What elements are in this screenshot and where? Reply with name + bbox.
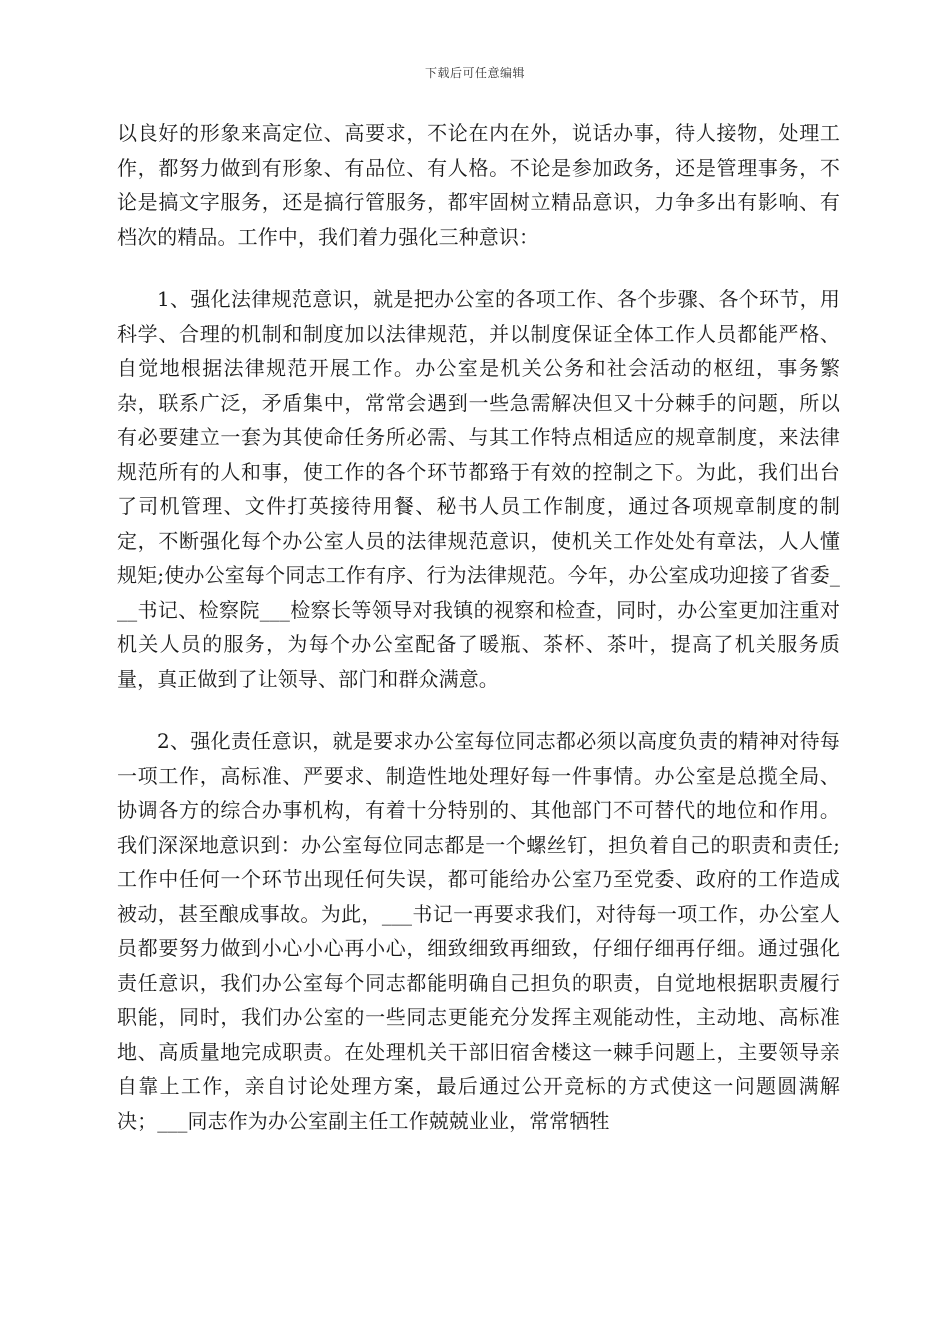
paragraph-intro: 以良好的形象来高定位、高要求，不论在内在外，说话办事，待人接物，处理工作，都努力做到有形象、有品位、有人格。不论是参加政务，还是管理事务，不论是搞文字服务，还是搞行管服务，都牢固树立精品意识，力争多出有影响、有档次的精品。工作中，我们着力强化三种意识： [117, 121, 840, 249]
document-body [117, 116, 840, 1138]
page-header-caption: 下载后可任意编辑 [424, 66, 525, 80]
paragraph-legal-norms: 1、强化法律规范意识，就是把办公室的各项工作、各个步骤、各个环节，用科学、合理的机制和制度加以法律规范，并以制度保证全体工作人员都能严格、自觉地根据法律规范开展工作。办公室是机关公务和社会活动的枢纽，事务繁杂，联系广泛，矛盾集中，常常会遇到一些急需解决但又十分棘手的问题，所以有必要建立一套为其使命任务所必需、与其工作特点相适应的规章制度，来法律规范所有的人和事，使工作的各个环节都臵于有效的控制之下。为此，我们出台了司机管理、文件打英接待用餐、秘书人员工作制度，通过各项规章制度的制定，不断强化每个办公室人员的法律规范意识，使机关工作处处有章法，人人懂规矩;使办公室每个同志工作有序、行为法律规范。今年，办公室成功迎接了省委___书记、检察院___检察长等领导对我镇的视察和检查，同时，办公室更加注重对机关人员的服务，为每个办公室配备了暖瓶、茶杯、茶叶，提高了机关服务质量，真正做到了让领导、部门和群众满意。 [117, 287, 840, 691]
paragraph-responsibility: 2、强化责任意识，就是要求办公室每位同志都必须以高度负责的精神对待每一项工作，高标准、严要求、制造性地处理好每一件事情。办公室是总揽全局、协调各方的综合办事机构，有着十分特别的、其他部门不可替代的地位和作用。我们深深地意识到：办公室每位同志都是一个螺丝钉，担负着自己的职责和责任;工作中任何一个环节出现任何失误，都可能给办公室乃至党委、政府的工作造成被动，甚至酿成事故。为此，___书记一再要求我们，对待每一项工作，办公室人员都要努力做到小心小心再小心，细致细致再细致，仔细仔细再仔细。通过强化责任意识，我们办公室每个同志都能明确自己担负的职责，自觉地根据职责履行职能，同时，我们办公室的一些同志更能充分发挥主观能动性，主动地、高标准地、高质量地完成职责。在处理机关干部旧宿舍楼这一棘手问题上，主要领导亲自靠上工作，亲自讨论处理方案，最后通过公开竞标的方式使这一问题圆满解决；___同志作为办公室副主任工作兢兢业业，常常牺牲 [117, 729, 840, 1133]
